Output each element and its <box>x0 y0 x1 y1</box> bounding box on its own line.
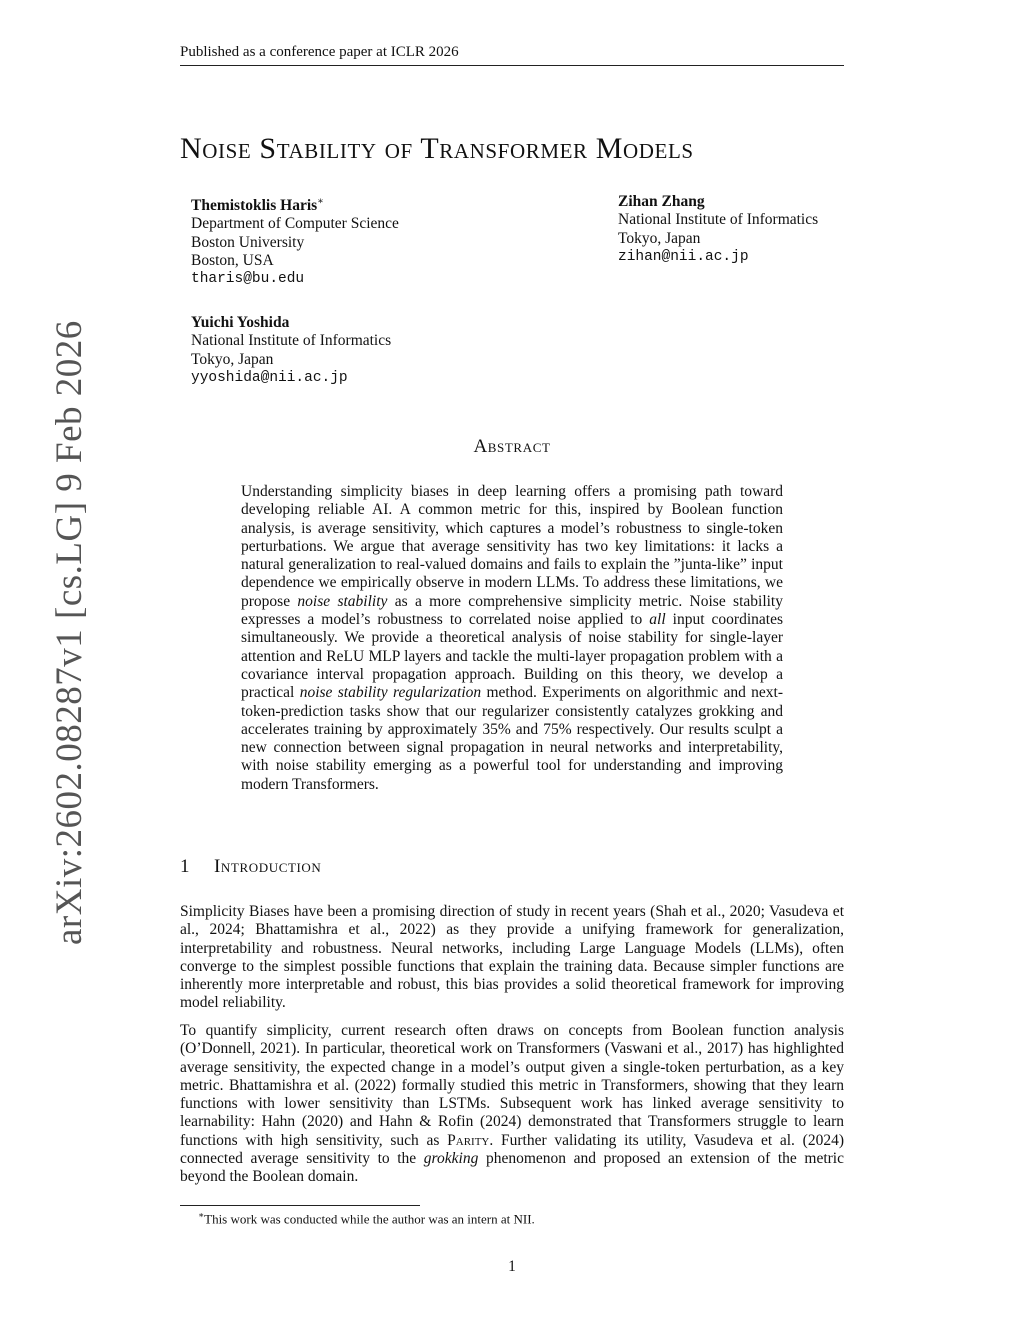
footnote <box>198 1210 535 1227</box>
abstract-segment: method. Experiments on algorithmic and next-token-prediction tasks show that our regularizer consistently catalyzes grokking and accelerates training by approximately 35% and 75% respectively. Our results sculpt a new connection between signal propagation in neural networks and interpretability, with noise stability emerging as a powerful tool for understanding and improving modern Transformers. <box>241 684 783 793</box>
arxiv-identifier[interactable]: arXiv:2602.08287v1 [cs.LG] 9 Feb 2026 <box>49 320 90 945</box>
author-name: Themistoklis Haris <box>191 197 318 215</box>
abstract-emphasis: noise stability regularization <box>299 684 482 702</box>
footnote-divider <box>180 1205 420 1206</box>
grokking-term: grokking <box>423 1150 479 1168</box>
abstract-text <box>241 483 783 794</box>
abstract-heading: Abstract <box>473 436 551 457</box>
section-heading-introduction <box>180 856 321 878</box>
section-title: Introduction <box>214 856 322 877</box>
section-number: 1 <box>180 856 191 877</box>
author-email[interactable]: yyoshida@nii.ac.jp <box>191 369 348 386</box>
conference-header: Published as a conference paper at ICLR 2026 <box>180 44 844 66</box>
abstract-segment: as a more comprehensive simplicity metric. Noise stability expresses a model’s robustness to correlated noise applied to <box>241 592 783 629</box>
parity-term: Parity <box>447 1131 490 1149</box>
footnote-mark: ∗ <box>198 1210 205 1220</box>
author-name: Zihan Zhang <box>618 193 705 210</box>
author-affiliation: National Institute of Informatics <box>618 211 819 229</box>
abstract-emphasis: all <box>649 611 666 629</box>
author-block <box>191 314 391 387</box>
author-email[interactable]: tharis@bu.edu <box>191 271 305 288</box>
paragraph-segment: To quantify simplicity, current research often draws on concepts from Boolean function analysis (O’Donnell, 2021). In particular, theoretical work on Transformers (Vaswani et al., 2017) has highlighted average sensitivity, the expected change in a model’s output given a single-token perturbation, as a key metric. Bhattamishra et al. (2022) formally studied this metric in Transformers, showing that they learn functions with lower sensitivity than LSTMs. Subsequent work has linked average sensitivity to learnability: Hahn (2020) and Hahn & Rofin (2024) demonstrated that Transformers struggle to learn functions with high sensitivity, such as <box>180 1022 844 1149</box>
author-affiliation: Boston, USA <box>191 252 274 270</box>
paragraph-segment: . Further validating its utility, Vasudeva et al. (2024) connected average sensitivity to the <box>180 1131 844 1168</box>
abstract-segment: input coordinates simultaneously. We provide a theoretical analysis of noise stability for single-layer attention and ReLU MLP layers and tackle the multi-layer propagation problem with a covariance interval propagation approach. Building on this theory, we develop a practical <box>241 611 783 702</box>
author-block <box>618 193 818 266</box>
author-name: Yuichi Yoshida <box>191 314 290 331</box>
abstract-emphasis: noise stability <box>297 592 388 610</box>
author-affiliation: Boston University <box>191 233 305 251</box>
author-email[interactable]: zihan@nii.ac.jp <box>618 248 749 265</box>
paper-title: Noise Stability of Transformer Models <box>180 132 694 165</box>
author-affiliation: National Institute of Informatics <box>191 332 392 350</box>
footnote-marker[interactable]: ∗ <box>317 196 324 207</box>
author-affiliation: Department of Computer Science <box>191 215 399 233</box>
author-block <box>191 193 399 289</box>
abstract-segment: Understanding simplicity biases in deep learning offers a promising path toward developing reliable AI. A common metric for this, inspired by Boolean function analysis, is average sensitivity, which captures a model’s robustness to single-token perturbations. We argue that average sensitivity has two key limitations: it lacks a natural generalization to real-valued domains and fails to explain the ”junta-like” input dependence we empirically observe in modern LLMs. To address these limitations, we propose <box>241 483 783 610</box>
author-affiliation: Tokyo, Japan <box>618 229 701 247</box>
author-affiliation: Tokyo, Japan <box>191 350 274 368</box>
intro-paragraph-2 <box>180 1022 844 1187</box>
page-number: 1 <box>508 1258 516 1275</box>
footnote-text: This work was conducted while the author was an intern at NII. <box>204 1211 535 1227</box>
paragraph-segment: phenomenon and proposed an extension of the metric beyond the Boolean domain. <box>180 1150 844 1186</box>
intro-paragraph-1: Simplicity Biases have been a promising direction of study in recent years (Shah et al., 2020; Vasudeva et al., 2024; Bhattamishra et al., 2022) as they provide a unifying framework for generalization, interpretability and robustness. Neural networks, including Large Language Models (LLMs), often converge to the simplest possible functions that explain the training data. Because simpler functions are inherently more interpretable and robust, this bias provides a solid theoretical framework for improving model reliability. <box>180 903 844 1012</box>
